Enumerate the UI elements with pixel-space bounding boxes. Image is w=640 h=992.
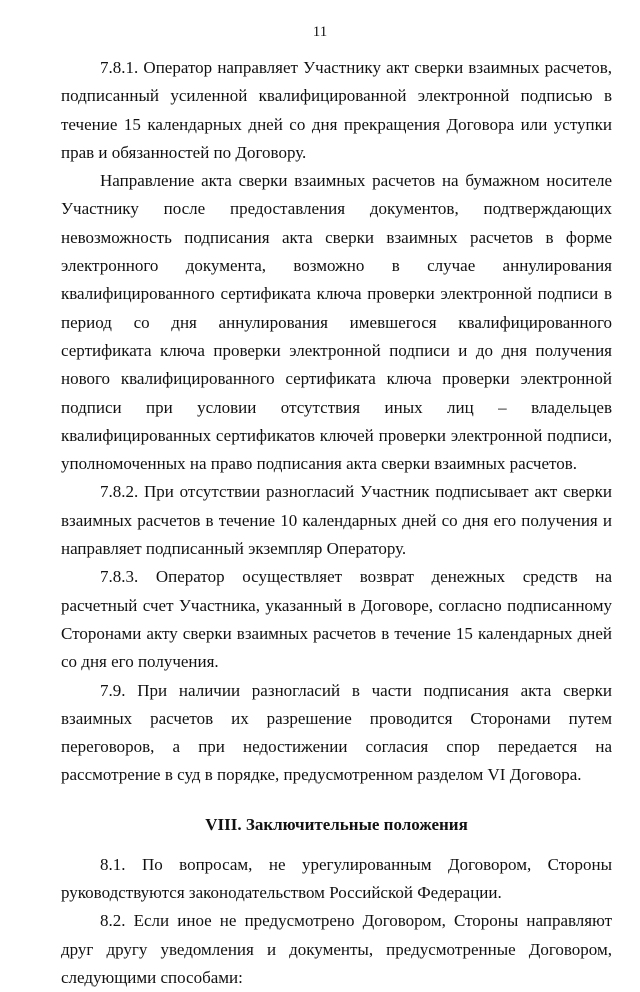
paragraph-8-2: 8.2. Если иное не предусмотрено Договором, Стороны направляют друг другу уведомления и документы, предусмотренные Договором, следующими способами:: [61, 911, 612, 987]
document-body: [61, 54, 612, 992]
paragraph-7-8-1: 7.8.1. Оператор направляет Участнику акт сверки взаимных расчетов, подписанный усиленной квалифицированной электронной подписью в течение 15 календарных дней со дня прекращения Договора или уступки прав и обязанностей по Договору.: [61, 58, 612, 162]
section-heading: VIII. Заключительные положения: [205, 814, 468, 834]
paragraph-7-8-3: 7.8.3. Оператор осуществляет возврат денежных средств на расчетный счет Участника, указанный в Договоре, согласно подписанному Сторонами акту сверки взаимных расчетов в течение 15 календарных дней со дня его получения.: [61, 567, 612, 672]
paragraph-paper-act: Направление акта сверки взаимных расчетов на бумажном носителе Участнику после предоставления документов, подтверждающих невозможность подписания акта сверки взаимных расчетов в форме электронного документа, возможно в случае аннулирования квалифицированного сертификата ключа проверки электронной подписи в период со дня аннулирования имевшегося квалифицированного сертификата ключа проверки электронной подписи и до дня получения нового квалифицированного сертификата ключа проверки электронной подписи при условии отсутствия иных лиц – владельцев квалифицированных сертификатов ключей проверки электронной подписи, уполномоченных на право подписания акта сверки взаимных расчетов.: [61, 171, 612, 474]
paragraph-8-1: 8.1. По вопросам, не урегулированным Договором, Стороны руководствуются законодательством Российской Федерации.: [61, 854, 612, 903]
paragraph-7-8-2: 7.8.2. При отсутствии разногласий Участник подписывает акт сверки взаимных расчетов в течение 10 календарных дней со дня его получения и направляет подписанный экземпляр Оператору.: [61, 482, 612, 559]
paragraph-7-9: 7.9. При наличии разногласий в части подписания акта сверки взаимных расчетов их разрешение проводится Сторонами путем переговоров, а при недостижении согласия спор передается на рассмотрение в суд в порядке, предусмотренном разделом VI Договора.: [61, 680, 612, 785]
page-number: 11: [312, 24, 328, 40]
